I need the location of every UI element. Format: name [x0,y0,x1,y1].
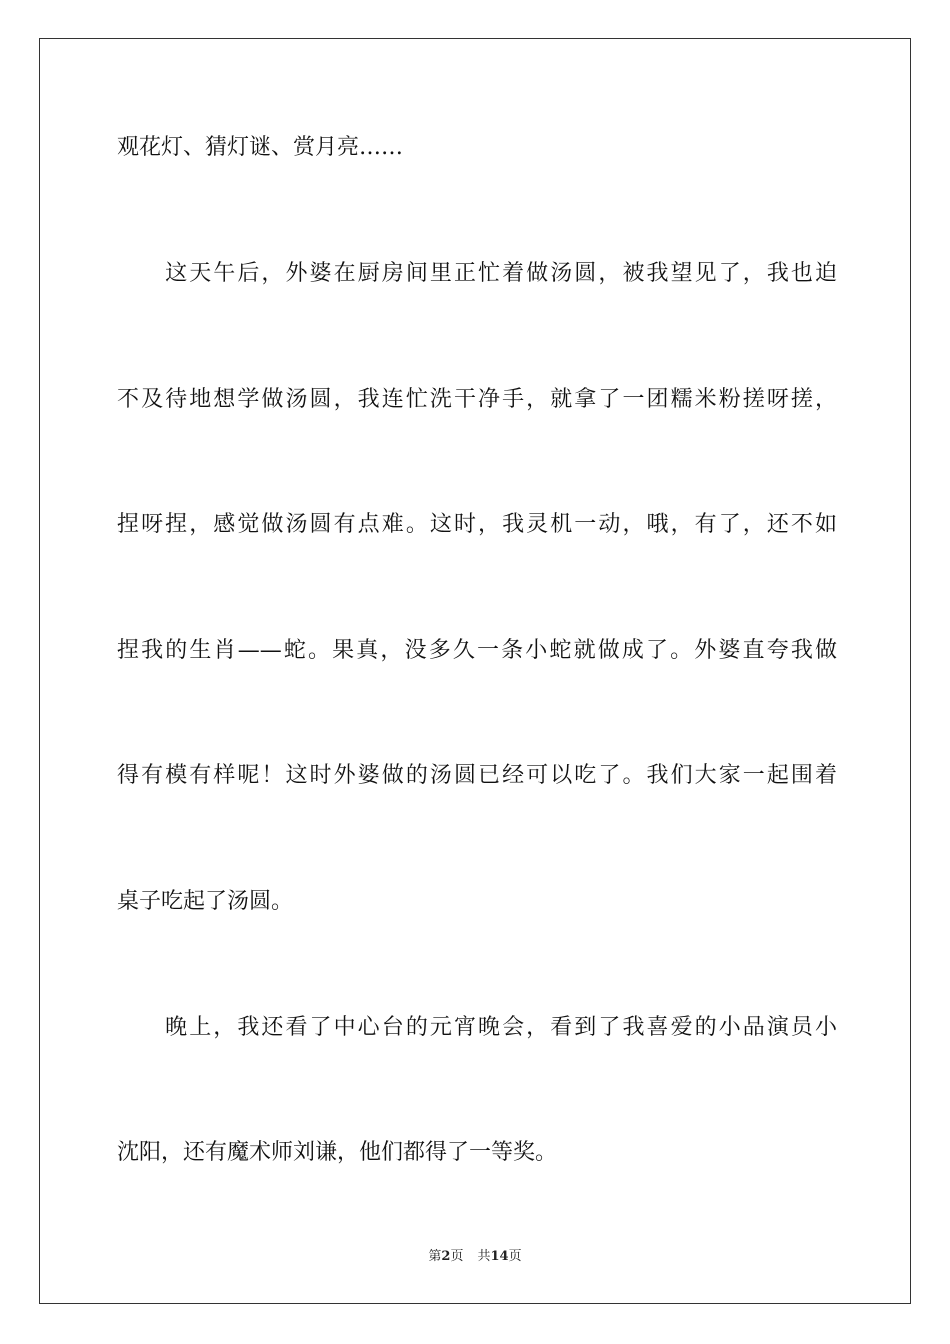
page-footer [0,1248,950,1266]
footer-total-number: 14 [490,1249,509,1264]
footer-page-number: 2 [441,1249,451,1264]
footer-page-suffix: 页 [450,1249,464,1264]
paragraph-line-7: 桌子吃起了汤圆。 [117,889,294,914]
page-frame [39,38,911,1304]
paragraph-line-4: 捏呀捏，感觉做汤圆有点难。这时，我灵机一动，哦，有了，还不如 [117,512,837,537]
paragraph-line-3: 不及待地想学做汤圆，我连忙洗干净手，就拿了一团糯米粉搓呀搓， [117,387,837,412]
paragraph-line-2: 这天午后，外婆在厨房间里正忙着做汤圆，被我望见了，我也迫 [117,261,837,286]
paragraph-line-9: 沈阳，还有魔术师刘谦，他们都得了一等奖。 [117,1140,558,1165]
paragraph-line-5: 捏我的生肖——蛇。果真，没多久一条小蛇就做成了。外婆直夸我做 [117,638,837,663]
footer-page-prefix: 第 [428,1249,442,1264]
paragraph-line-6: 得有模有样呢！这时外婆做的汤圆已经可以吃了。我们大家一起围着 [117,763,837,788]
footer-total-suffix: 页 [508,1249,522,1264]
paragraph-line-8: 晚上，我还看了中心台的元宵晚会，看到了我喜爱的小品演员小 [117,1015,837,1040]
paragraph-line-1: 观花灯、猜灯谜、赏月亮…… [117,135,404,160]
footer-total-prefix: 共 [477,1249,491,1264]
